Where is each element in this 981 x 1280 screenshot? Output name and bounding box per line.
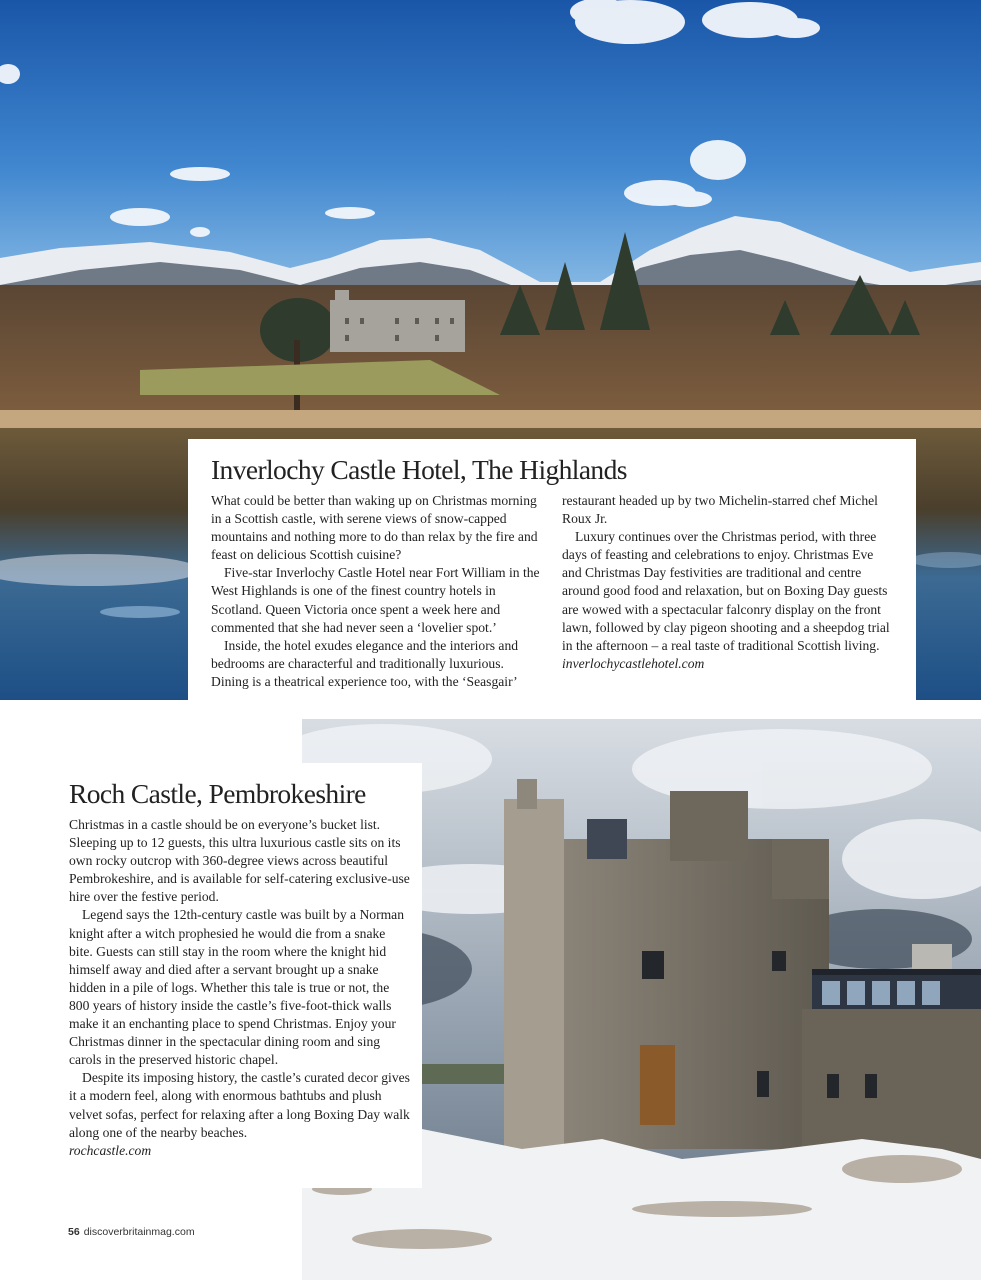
roch-paragraph: Legend says the 12th-century castle was built by a Norman knight after a witch prophesied he would die from a snake bite. Guests can still stay in the room where the knight hid himself away and died after a servant brought up a snake hidden in a pile of logs. Whether this tale is true or not, the 800 years of history inside the castle’s five-foot-thick walls make it an enchanting place to spend Christmas. Enjoy your Christmas dinner in the spectacular dining room and sing carols in the preserved historic chapel. [69, 907, 405, 1068]
roch-paragraph: Despite its imposing history, the castle’s curated decor gives it a modern feel, along with enormous bathtubs and plush velvet sofas, perfect for relaxing after a long Boxing Day walk along one of the nearby beaches. [69, 1070, 410, 1140]
inverlochy-paragraph: Luxury continues over the Christmas period, with three days of feasting and celebrations to enjoy. Christmas Eve and Christmas Day festivities are traditional and centre around good food and relaxation, but on Boxing Day guests are wowed with a spectacular falconry display on the front lawn, followed by clay pigeon shooting and a sheepdog trial in the afternoon – a real taste of traditional Scottish living. [562, 529, 890, 653]
roch-website-link[interactable]: rochcastle.com [69, 1142, 152, 1158]
page-number: 56 [68, 1226, 80, 1238]
inverlochy-article [188, 439, 916, 700]
roch-article [48, 763, 422, 1188]
page-footer [68, 1226, 195, 1238]
inverlochy-column-2 [562, 492, 894, 691]
inverlochy-title: Inverlochy Castle Hotel, The Highlands [211, 454, 627, 485]
footer-site: discoverbritainmag.com [83, 1226, 195, 1238]
inverlochy-paragraph: Five-star Inverlochy Castle Hotel near Fort William in the West Highlands is one of the finest country hotels in Scotland. Queen Victoria once spent a week here and commented that she had never seen a ‘lovelier spot.’ [211, 565, 540, 635]
roch-paragraph: Christmas in a castle should be on everyone’s bucket list. Sleeping up to 12 guests, this ultra luxurious castle sits on its own rocky outcrop with 360-degree views across beautiful Pembrokeshire, and is available for self-catering exclusive-use hire over the festive period. [69, 817, 410, 905]
inverlochy-website-link[interactable]: inverlochycastlehotel.com [562, 655, 705, 671]
inverlochy-paragraph: Inside, the hotel exudes elegance and the interiors and bedrooms are characterful and traditionally luxurious. Dining is a theatrical experience too, with the ‘Seasgair’ [211, 637, 519, 689]
inverlochy-column-1 [211, 492, 543, 691]
roch-title: Roch Castle, Pembrokeshire [69, 778, 366, 809]
inverlochy-paragraph: restaurant headed up by two Michelin-starred chef Michel Roux Jr. [562, 493, 878, 527]
inverlochy-paragraph: What could be better than waking up on Christmas morning in a Scottish castle, with serene views of snow-capped mountains and nothing more to do than relax by the fire and feast on delicious Scottish cuisine? [211, 493, 538, 563]
